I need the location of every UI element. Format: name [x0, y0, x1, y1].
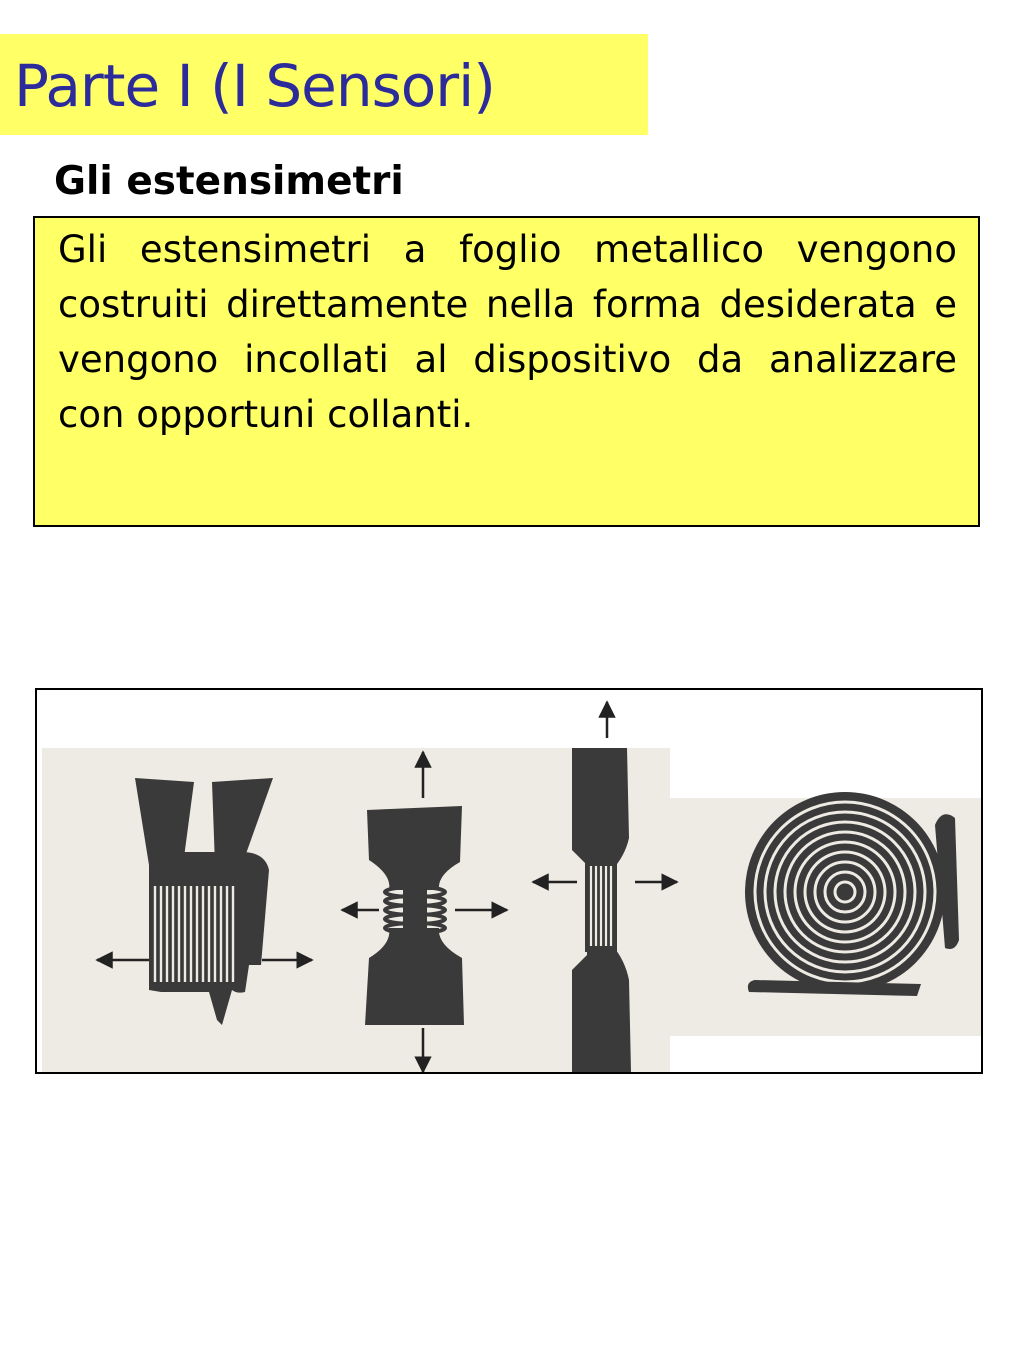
- section-heading: Gli estensimetri: [54, 159, 404, 204]
- strain-gauge-figure: [35, 688, 983, 1074]
- slide-title: Parte I (I Sensori): [14, 52, 495, 120]
- body-paragraph: Gli estensimetri a foglio metallico vengono costruiti direttamente nella forma desiderata e vengono incollati al dispositivo da analizzare con opportuni collanti.: [58, 228, 957, 436]
- strain-gauge-illustration: [37, 690, 983, 1074]
- text-box: [33, 216, 980, 527]
